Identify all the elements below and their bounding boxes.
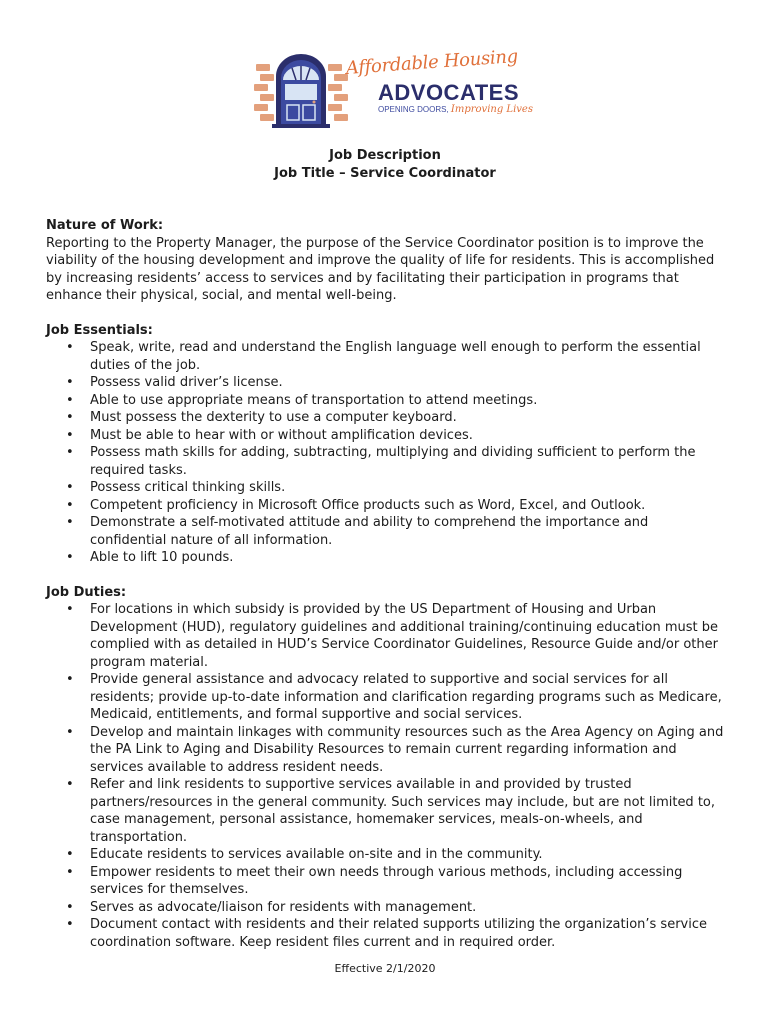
nature-heading: Nature of Work: [46, 218, 164, 233]
duties-heading: Job Duties: [46, 584, 127, 600]
logo-line-2: ADVOCATES [378, 80, 519, 105]
list-item: • Must be able to hear with or without amplification devices. [46, 427, 726, 445]
footer-effective-date: Effective 2/1/2020 [334, 962, 436, 975]
doc-type-heading: Job Description [329, 148, 441, 163]
list-item: • Document contact with residents and their related supports utilizing the organization’s service coordination software. Keep resident files current and in required order. [46, 916, 726, 951]
logo-tagline-a: OPENING DOORS, [378, 105, 449, 114]
document-title-block [0, 147, 770, 183]
logo-tagline-b: Improving Lives [450, 104, 533, 115]
job-title-heading: Job Title – Service Coordinator [274, 166, 496, 181]
list-item: • Empower residents to meet their own needs through various methods, including accessing services for themselves. [46, 864, 726, 899]
list-item: • Possess critical thinking skills. [46, 479, 726, 497]
logo-tagline [378, 104, 533, 115]
list-item: • Serves as advocate/liaison for residents with management. [46, 899, 726, 917]
document-body [46, 217, 726, 968]
list-item: • Competent proficiency in Microsoft Office products such as Word, Excel, and Outlook. [46, 497, 726, 515]
list-item: • For locations in which subsidy is provided by the US Department of Housing and Urban Development (HUD), regulatory guidelines and additional training/continuing education must be complied with as detailed in HUD’s Service Coordinator Guidelines, Resource Guide and/or other program material. [46, 601, 726, 671]
list-item: • Educate residents to services available on-site and in the community. [46, 846, 726, 864]
list-item: • Possess valid driver’s license. [46, 374, 726, 392]
list-item: • Speak, write, read and understand the English language well enough to perform the essential duties of the job. [46, 339, 726, 374]
essentials-heading: Job Essentials: [46, 322, 153, 338]
list-item: • Demonstrate a self-motivated attitude and ability to comprehend the importance and confidential nature of all information. [46, 514, 726, 549]
list-item: • Able to use appropriate means of transportation to attend meetings. [46, 392, 726, 410]
list-item: • Must possess the dexterity to use a computer keyboard. [46, 409, 726, 427]
logo-line-1: Affordable Housing [345, 46, 519, 79]
duties-list [46, 601, 726, 951]
list-item: • Develop and maintain linkages with community resources such as the Area Agency on Aging and the PA Link to Aging and Disability Resources to remain current regarding information and services available to address resident needs. [46, 724, 726, 777]
essentials-list [46, 339, 726, 567]
list-item: • Refer and link residents to supportive services available in and provided by trusted partners/resources in the general community. Such services may include, but are not limited to, case management, personal assistance, homemaker services, meals-on-wheels, and transportation. [46, 776, 726, 846]
list-item: • Provide general assistance and advocacy related to supportive and social services for all residents; provide up-to-date information and clarification regarding programs such as Medicare, Medicaid, entitlements, and formal supportive and social services. [46, 671, 726, 724]
list-item: • Possess math skills for adding, subtracting, multiplying and dividing sufficient to perform the required tasks. [46, 444, 726, 479]
list-item: • Able to lift 10 pounds. [46, 549, 726, 567]
nature-text: Reporting to the Property Manager, the purpose of the Service Coordinator position is to improve the viability of the housing development and improve the quality of life for residents. This is accomplished by increasing residents’ access to services and by facilitating their participation in programs that enhance their physical, social, and mental well-being. [46, 235, 715, 303]
